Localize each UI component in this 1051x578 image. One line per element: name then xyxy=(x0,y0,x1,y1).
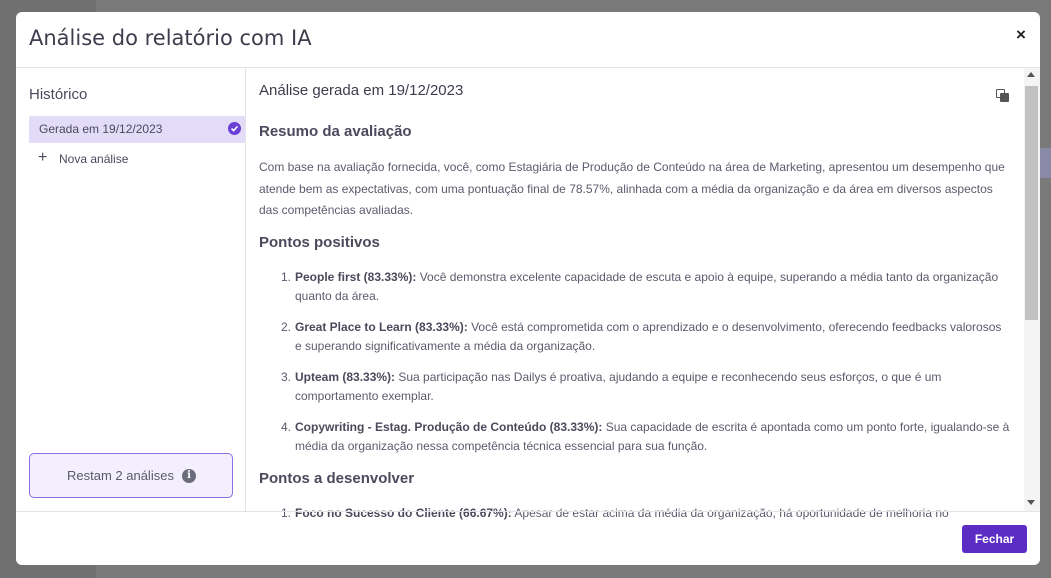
ai-analysis-modal xyxy=(16,12,1040,565)
list-item: 3. Upteam (83.33%): Sua participação nas Dailys é proativa, ajudando a equipe e reconhecendo seus esforços, o que é um comportamento exemplar. xyxy=(281,370,942,403)
analysis-content xyxy=(247,68,1024,520)
scroll-thumb[interactable] xyxy=(1025,86,1038,320)
remaining-analyses-label: Restam 2 análises xyxy=(67,468,174,483)
scroll-up-arrow-icon[interactable] xyxy=(1027,72,1035,77)
history-item[interactable] xyxy=(29,116,245,143)
check-circle-icon xyxy=(228,122,241,135)
summary-title: Resumo da avaliação xyxy=(259,123,412,140)
analysis-heading: Análise gerada em 19/12/2023 xyxy=(259,82,464,99)
history-sidebar xyxy=(16,68,246,511)
positives-list xyxy=(281,268,1011,468)
info-icon[interactable]: i xyxy=(182,469,196,483)
plus-icon: + xyxy=(38,149,48,166)
modal-header xyxy=(16,12,1040,68)
list-item: 1. Foco no Sucesso do Cliente (66.67%): Apesar de estar acima da média da organização, há oportunidade de melhoria no xyxy=(281,506,949,520)
list-item: 2. Great Place to Learn (83.33%): Você está comprometida com o aprendizado e o desenvolvimento, oferecendo feedbacks valorosos e superando significativamente a média da organização. xyxy=(281,320,1002,353)
content-scrollbar[interactable] xyxy=(1024,68,1040,511)
positives-title: Pontos positivos xyxy=(259,234,380,251)
new-analysis-label: Nova análise xyxy=(59,152,129,166)
close-icon[interactable]: × xyxy=(1016,25,1026,44)
sidebar-title: Histórico xyxy=(29,86,88,103)
summary-text: Com base na avaliação fornecida, você, como Estagiária de Produção de Conteúdo na área de Marketing, apresentou um desempenho que atende bem as expectativas, com uma pontuação final de 78.57%, alinhada com a média da organização e da área em diversos aspectos das competências avaliadas. xyxy=(259,160,1005,217)
modal-title: Análise do relatório com IA xyxy=(29,26,312,50)
modal-footer xyxy=(16,511,1040,565)
list-item: 1. People first (83.33%): Você demonstra excelente capacidade de escuta e apoio à equipe, superando a média tanto da organização quanto da área. xyxy=(281,270,999,303)
scroll-down-arrow-icon[interactable] xyxy=(1027,500,1035,505)
develop-title: Pontos a desenvolver xyxy=(259,470,415,487)
remaining-analyses-box xyxy=(29,453,233,498)
close-button[interactable]: Fechar xyxy=(962,525,1027,553)
copy-icon[interactable] xyxy=(996,89,1010,103)
list-item: 4. Copywriting - Estag. Produção de Conteúdo (83.33%): Sua capacidade de escrita é apontada como um ponto forte, igualando-se à média da organização nessa competência técnica essencial para sua função. xyxy=(281,420,1010,453)
history-item-label: Gerada em 19/12/2023 xyxy=(39,122,163,136)
